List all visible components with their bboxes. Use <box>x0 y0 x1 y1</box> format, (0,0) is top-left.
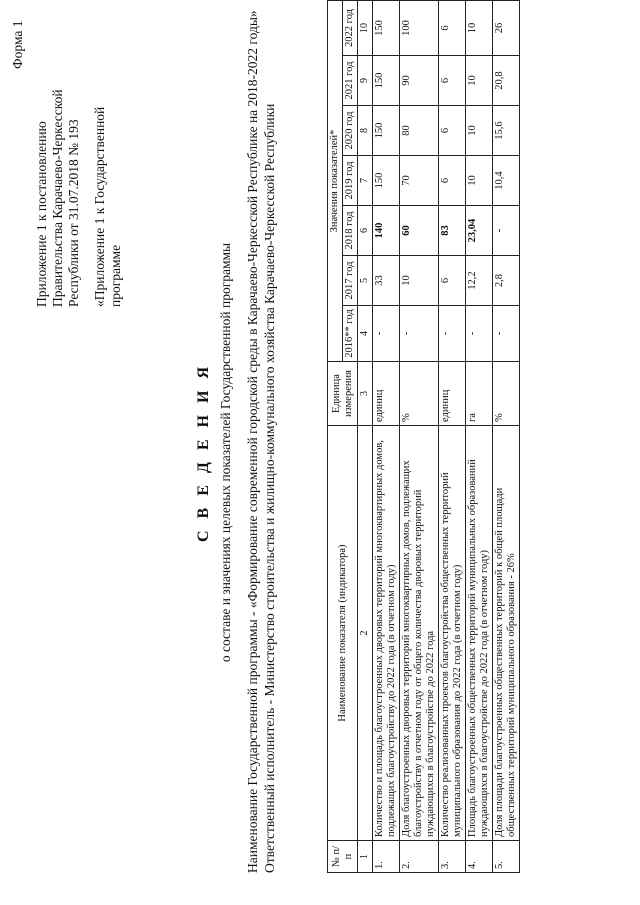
program-name: Наименование Государственной программы - «Формирование современной городской среды в Карачаево-Черкесской Республике на 2018-2022 годы» <box>245 10 260 873</box>
row-indicator-name: Количество реализованных проектов благоустройства общественных территорий муниципального образования до 2022 года (в отчетном году) <box>439 426 466 841</box>
value-cell: 90 <box>400 56 439 106</box>
header-year: 2016** год <box>343 306 358 362</box>
value-cell: 150 <box>373 0 400 55</box>
value-cell: 6 <box>439 0 466 55</box>
value-cell: 26 <box>493 0 520 55</box>
approval-line-2: Правительства Карачаево-Черкесской <box>50 89 65 307</box>
header-year: 2020 год <box>343 106 358 156</box>
header-year: 2019 год <box>343 156 358 206</box>
row-num: 4. <box>466 841 493 873</box>
value-cell: - <box>373 306 400 362</box>
header-year: 2021 год <box>343 56 358 106</box>
approval-line-5: программе <box>108 244 123 307</box>
program-meta <box>244 3 278 873</box>
column-number: 8 <box>358 106 373 156</box>
header-year: 2018 год <box>343 206 358 256</box>
row-indicator-name: Площадь благоустроенных общественных территорий муниципальных образований нуждающихся в благоустройстве до 2022 года (в отчетном году) <box>466 426 493 841</box>
value-cell: - <box>466 306 493 362</box>
value-cell: 6 <box>439 256 466 306</box>
value-cell: 100 <box>400 0 439 55</box>
value-cell: 140 <box>373 206 400 256</box>
header-name: Наименование показателя (индикатора) <box>328 426 358 841</box>
row-unit: единиц <box>373 362 400 426</box>
value-cell: 33 <box>373 256 400 306</box>
value-cell: - <box>493 306 520 362</box>
value-cell: 10 <box>466 56 493 106</box>
value-cell: - <box>400 306 439 362</box>
row-indicator-name: Доля благоустроенных дворовых территорий многоквартирных домов, подлежащих благоустройству в отчетном году от общего количества дворовых территорий нуждающихся в благоустройстве до 2022 года <box>400 426 439 841</box>
value-cell: 10 <box>466 106 493 156</box>
document-title: С В Е Д Е Н И Я <box>195 362 212 543</box>
column-number: 3 <box>358 362 373 426</box>
value-cell: 12,2 <box>466 256 493 306</box>
document-subtitle: о составе и значениях целевых показателей Государственной программы <box>218 242 233 663</box>
value-cell: 70 <box>400 156 439 206</box>
value-cell: 6 <box>439 106 466 156</box>
table-row <box>466 0 493 872</box>
indicators-table <box>327 0 520 873</box>
row-num: 1. <box>373 841 400 873</box>
value-cell: 10 <box>400 256 439 306</box>
header-values-group: Значения показателей* <box>328 0 343 361</box>
table-row <box>493 0 520 872</box>
value-cell: 2,8 <box>493 256 520 306</box>
table-row <box>439 0 466 872</box>
approval-block <box>34 7 134 307</box>
column-number: 2 <box>358 426 373 841</box>
value-cell: - <box>439 306 466 362</box>
header-unit: Единица измерения <box>328 362 358 426</box>
row-unit: единиц <box>439 362 466 426</box>
value-cell: 80 <box>400 106 439 156</box>
header-num: № п/п <box>328 841 358 873</box>
value-cell: 83 <box>439 206 466 256</box>
column-number: 5 <box>358 256 373 306</box>
approval-line-1: Приложение 1 к постановлению <box>34 121 49 307</box>
row-num: 3. <box>439 841 466 873</box>
responsible-executor: Ответственный исполнитель - Министерство строительства и жилищно-коммунального хозяйства Карачаево-Черкесской Республики <box>262 103 277 873</box>
row-unit: % <box>493 362 520 426</box>
column-number: 9 <box>358 56 373 106</box>
row-num: 2. <box>400 841 439 873</box>
column-number: 1 <box>358 841 373 873</box>
value-cell: 6 <box>439 156 466 206</box>
column-number: 10 <box>358 0 373 55</box>
value-cell: - <box>493 206 520 256</box>
value-cell: 150 <box>373 156 400 206</box>
value-cell: 23,04 <box>466 206 493 256</box>
table-row <box>400 0 439 872</box>
value-cell: 15,6 <box>493 106 520 156</box>
row-unit: га <box>466 362 493 426</box>
column-number: 4 <box>358 306 373 362</box>
column-number: 6 <box>358 206 373 256</box>
header-year: 2017 год <box>343 256 358 306</box>
value-cell: 6 <box>439 56 466 106</box>
header-year: 2022 год <box>343 0 358 55</box>
row-indicator-name: Доля площади благоустроенных общественных территорий к общей площади общественных территорий муниципального образования - 26% <box>493 426 520 841</box>
row-indicator-name: Количество и площадь благоустроенных дворовых территорий многоквартирных домов, подлежащих благоустройству до 2022 года (в отчетном году) <box>373 426 400 841</box>
table-row <box>373 0 400 872</box>
value-cell: 10,4 <box>493 156 520 206</box>
column-number-row <box>358 0 373 872</box>
column-number: 7 <box>358 156 373 206</box>
row-num: 5. <box>493 841 520 873</box>
form-label: Форма 1 <box>10 20 25 69</box>
approval-line-4: «Приложение 1 к Государственной <box>92 106 107 307</box>
value-cell: 10 <box>466 156 493 206</box>
value-cell: 150 <box>373 56 400 106</box>
value-cell: 150 <box>373 106 400 156</box>
approval-line-3: Республики от 31.07.2018 № 193 <box>66 119 81 307</box>
value-cell: 20,8 <box>493 56 520 106</box>
value-cell: 60 <box>400 206 439 256</box>
value-cell: 10 <box>466 0 493 55</box>
row-unit: % <box>400 362 439 426</box>
